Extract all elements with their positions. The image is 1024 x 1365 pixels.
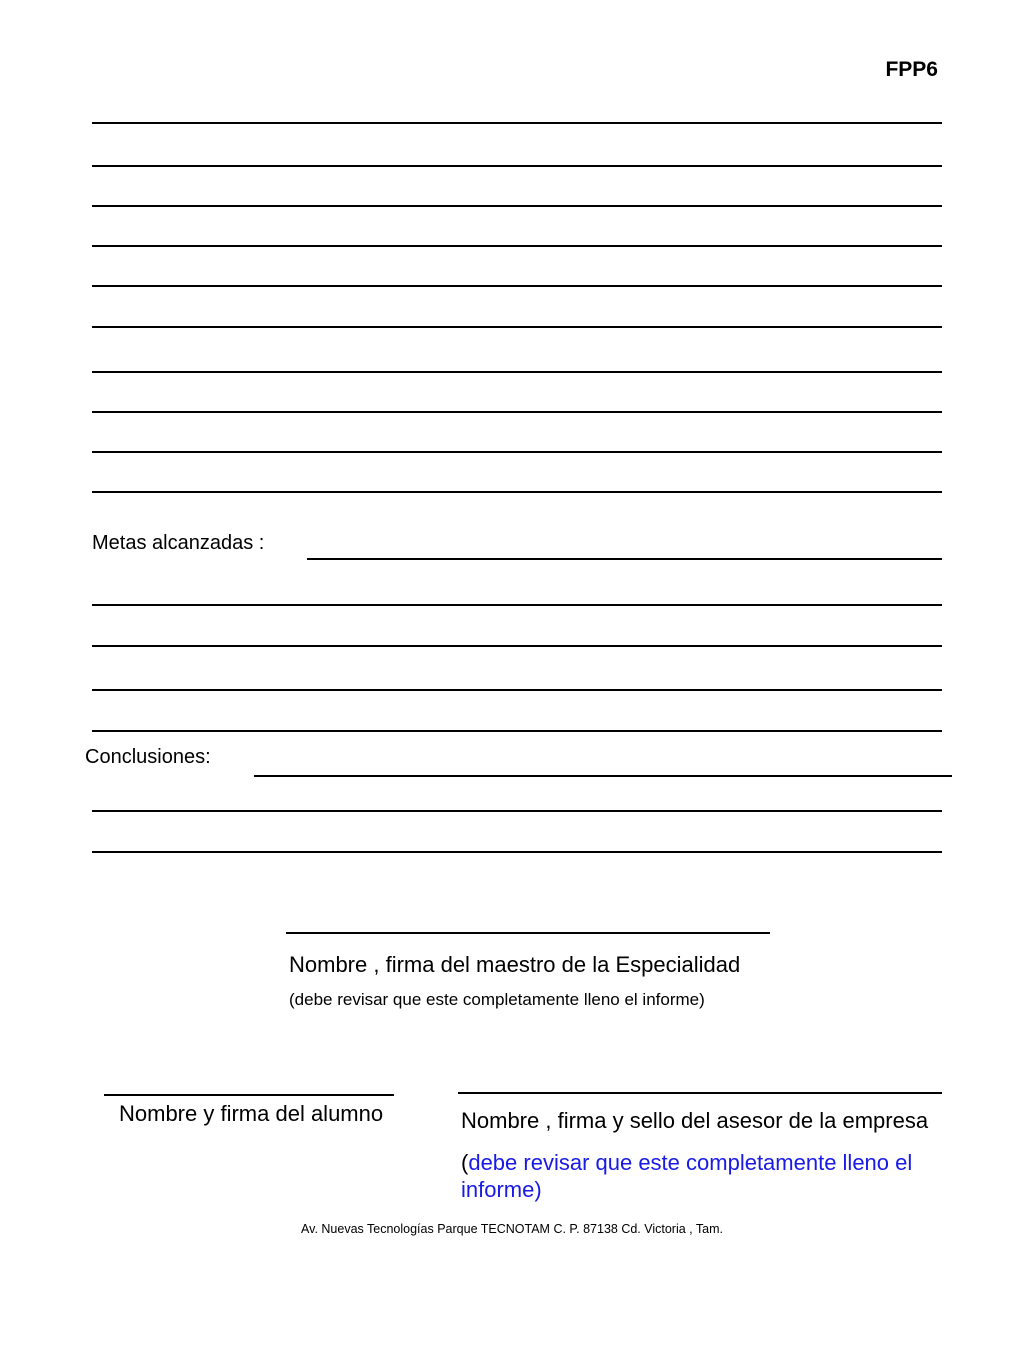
writing-line[interactable] (92, 205, 942, 207)
writing-line[interactable] (92, 411, 942, 413)
asesor-note-paren: ( (461, 1150, 469, 1175)
asesor-signature-note (461, 1149, 951, 1203)
metas-line[interactable] (307, 558, 942, 560)
writing-line[interactable] (92, 645, 942, 647)
asesor-note-text: debe revisar que este completamente lleno el informe) (461, 1150, 913, 1202)
alumno-signature-title: Nombre y firma del alumno (119, 1101, 384, 1126)
maestro-signature-note: (debe revisar que este completamente lleno el informe) (289, 990, 705, 1009)
writing-line[interactable] (92, 689, 942, 691)
writing-line[interactable] (92, 491, 942, 493)
conclusiones-label: Conclusiones: (85, 746, 211, 768)
conclusiones-line[interactable] (254, 775, 952, 777)
form-code: FPP6 (885, 58, 938, 81)
writing-line[interactable] (92, 326, 942, 328)
writing-line[interactable] (92, 245, 942, 247)
maestro-signature-title: Nombre , firma del maestro de la Especialidad (289, 952, 741, 977)
metas-label: Metas alcanzadas : (92, 532, 265, 554)
maestro-signature-line[interactable] (286, 932, 770, 934)
writing-line[interactable] (92, 285, 942, 287)
alumno-signature-line[interactable] (104, 1094, 394, 1096)
asesor-signature-title: Nombre , firma y sello del asesor de la empresa (461, 1108, 929, 1133)
writing-line[interactable] (92, 730, 942, 732)
writing-line[interactable] (92, 851, 942, 853)
asesor-signature-line[interactable] (458, 1092, 942, 1094)
footer-address: Av. Nuevas Tecnologías Parque TECNOTAM C. P. 87138 Cd. Victoria , Tam. (301, 1222, 723, 1236)
writing-line[interactable] (92, 810, 942, 812)
writing-line[interactable] (92, 604, 942, 606)
writing-line[interactable] (92, 451, 942, 453)
writing-line[interactable] (92, 371, 942, 373)
writing-line[interactable] (92, 165, 942, 167)
writing-line[interactable] (92, 122, 942, 124)
